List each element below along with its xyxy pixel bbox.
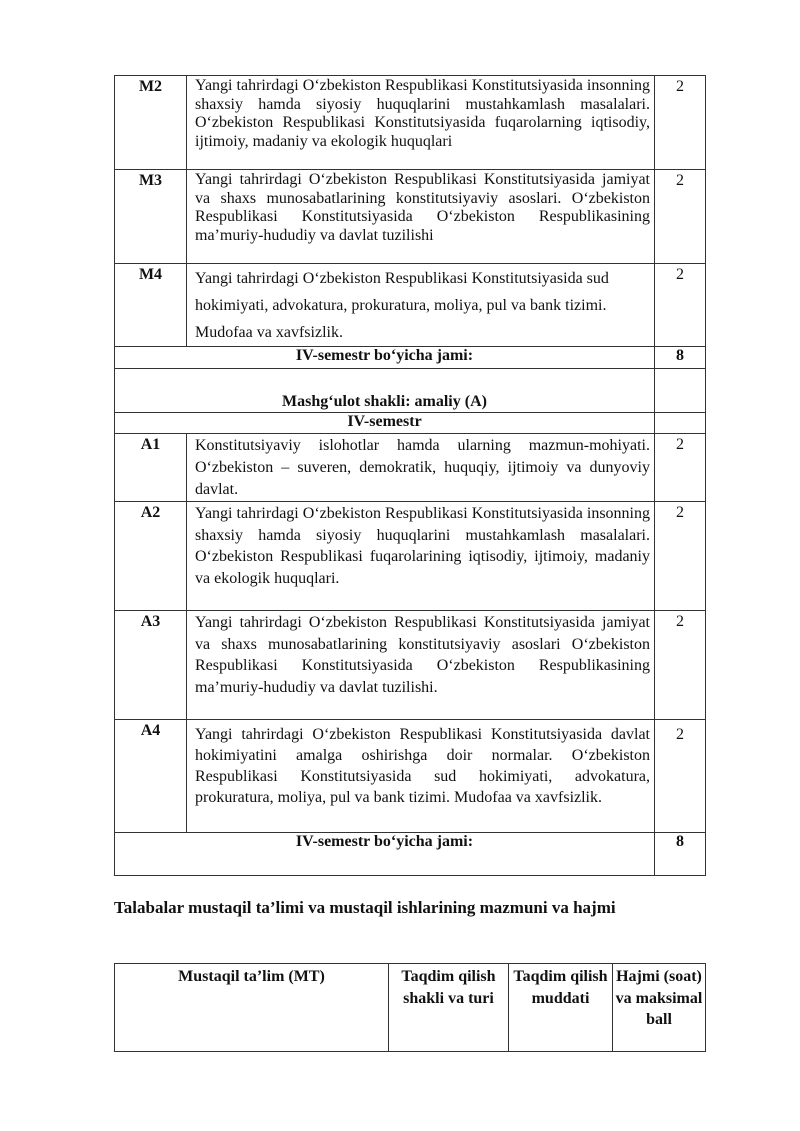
table-row bbox=[115, 611, 706, 720]
lesson-description: Yangi tahrirdagi O‘zbekiston Respublikasi Konstitutsiyasida jamiyat va shaxs munosabatlarining konstitutsiyaviy asoslari. O‘zbekiston Respublikasi Konstitutsiyasida O‘zbekiston Respublikasining ma’muriy-hududiy va davlat tuzilishi bbox=[187, 170, 655, 264]
table-row bbox=[115, 170, 706, 264]
lesson-hours: 2 bbox=[655, 720, 706, 833]
lesson-code: A1 bbox=[115, 434, 187, 502]
column-header-deadline: Taqdim qilish muddati bbox=[509, 964, 613, 1052]
lesson-code: A3 bbox=[115, 611, 187, 720]
lesson-code: A2 bbox=[115, 502, 187, 611]
semester-total-label: IV-semestr bo‘yicha jami: bbox=[115, 347, 655, 369]
semester-label: IV-semestr bbox=[115, 413, 655, 434]
lesson-hours: 2 bbox=[655, 76, 706, 170]
lesson-code: A4 bbox=[115, 720, 187, 833]
semester-total-value: 8 bbox=[655, 833, 706, 876]
semester-total-row bbox=[115, 833, 706, 876]
column-header-mt: Mustaqil ta’lim (MT) bbox=[115, 964, 389, 1052]
lesson-description: Yangi tahrirdagi O‘zbekiston Respublikasi Konstitutsiyasida insonning shaxsiy hamda siyosiy huquqlarini mustahkamlash masalalari. O‘zbekiston Respublikasi Konstitutsiyasida fuqarolarning iqtisodiy, ijtimoiy, madaniy va ekologik huquqlari bbox=[187, 76, 655, 170]
semester-row bbox=[115, 413, 706, 434]
lesson-hours: 2 bbox=[655, 264, 706, 347]
table-row bbox=[115, 502, 706, 611]
lesson-hours: 2 bbox=[655, 170, 706, 264]
section-heading: Talabalar mustaqil ta’limi va mustaqil ishlarining mazmuni va hajmi bbox=[114, 898, 616, 917]
independent-study-table bbox=[114, 963, 706, 1052]
section-title: Mashg‘ulot shakli: amaliy (A) bbox=[115, 369, 655, 413]
lesson-description: Yangi tahrirdagi O‘zbekiston Respublikasi Konstitutsiyasida insonning shaxsiy hamda siyosiy huquqlarini mustahkamlash masalalari. O‘zbekiston Respublikasi fuqarolarining iqtisodiy, ijtimoiy, madaniy va ekologik huquqlari. bbox=[187, 502, 655, 611]
semester-total-label: IV-semestr bo‘yicha jami: bbox=[115, 833, 655, 876]
lesson-description: Yangi tahrirdagi O‘zbekiston Respublikasi Konstitutsiyasida davlat hokimiyatini amalga oshirishga doir normalar. O‘zbekiston Respublikasi Konstitutsiyasida sud hokimiyati, advokatura, prokuratura, moliya, pul va bank tizimi. Mudofaa va xavfsizlik. bbox=[187, 720, 655, 833]
lesson-description: Konstitutsiyaviy islohotlar hamda ularning mazmun-mohiyati. O‘zbekiston – suveren, demokratik, huquqiy, ijtimoiy va dunyoviy davlat. bbox=[187, 434, 655, 502]
lesson-hours: 2 bbox=[655, 434, 706, 502]
lesson-description: Yangi tahrirdagi O‘zbekiston Respublikasi Konstitutsiyasida jamiyat va shaxs munosabatlarining konstitutsiyaviy asoslari O‘zbekiston Respublikasi Konstitutsiyasida O‘zbekiston Respublikasining ma’muriy-hududiy va davlat tuzilishi. bbox=[187, 611, 655, 720]
semester-total-value: 8 bbox=[655, 347, 706, 369]
table-header-row bbox=[115, 964, 706, 1052]
lesson-description: Yangi tahrirdagi O‘zbekiston Respublikasi Konstitutsiyasida sud hokimiyati, advokatura, prokuratura, moliya, pul va bank tizimi. Mudofaa va xavfsizlik. bbox=[187, 264, 655, 347]
empty-cell bbox=[655, 413, 706, 434]
lesson-hours: 2 bbox=[655, 502, 706, 611]
semester-total-row bbox=[115, 347, 706, 369]
table-row bbox=[115, 434, 706, 502]
lesson-code: M3 bbox=[115, 170, 187, 264]
table-row bbox=[115, 264, 706, 347]
column-header-form: Taqdim qilish shakli va turi bbox=[389, 964, 509, 1052]
lesson-hours: 2 bbox=[655, 611, 706, 720]
section-title-row bbox=[115, 369, 706, 413]
lesson-code: M2 bbox=[115, 76, 187, 170]
empty-cell bbox=[655, 369, 706, 413]
column-header-volume: Hajmi (soat) va maksimal ball bbox=[613, 964, 706, 1052]
table-row bbox=[115, 76, 706, 170]
table-row bbox=[115, 720, 706, 833]
lesson-code: M4 bbox=[115, 264, 187, 347]
lesson-plan-table bbox=[114, 75, 706, 876]
